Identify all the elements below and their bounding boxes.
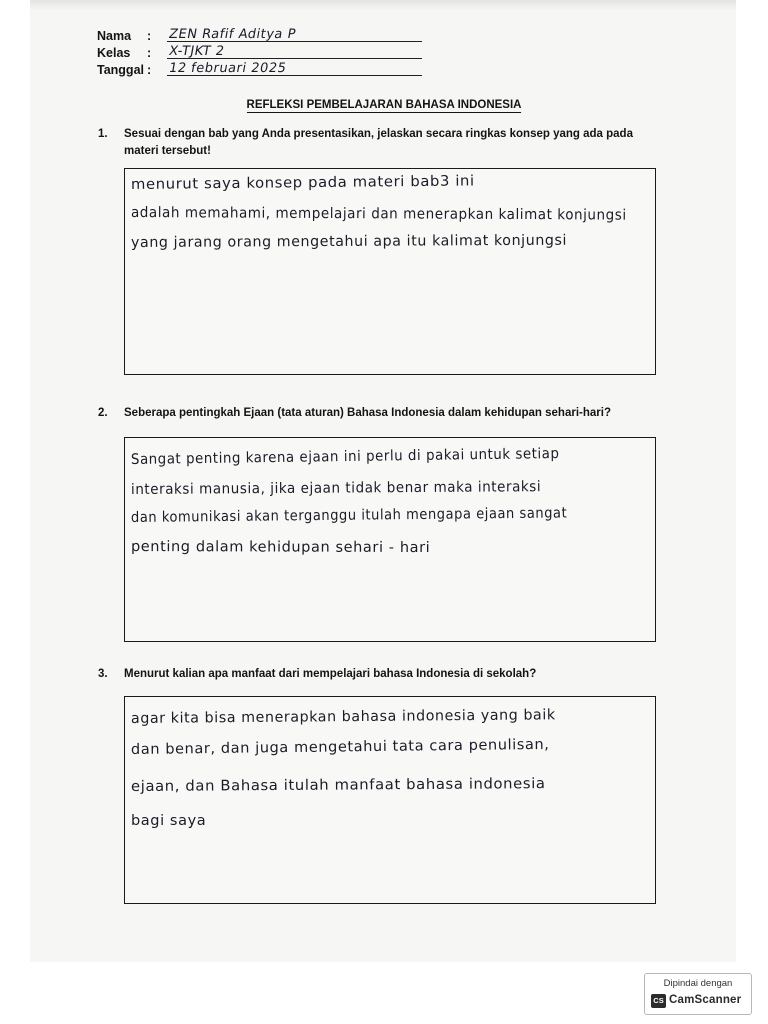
page-title-text: REFLEKSI PEMBELAJARAN BAHASA INDONESIA (246, 99, 522, 111)
date-label: Tanggal (97, 63, 144, 77)
answer-3-line-4: bagi saya (131, 813, 207, 829)
answer-1-line-1: menurut saya konsep pada materi bab3 ini (130, 173, 475, 193)
class-label: Kelas (97, 46, 131, 60)
name-colon: : (147, 29, 152, 43)
question-2 (98, 405, 658, 422)
answer-box-2 (124, 437, 656, 642)
question-1-number: 1. (98, 128, 108, 140)
name-value: ZEN Rafif Aditya P (167, 27, 298, 42)
question-3 (98, 666, 658, 683)
answer-3-line-3: ejaan, dan Bahasa itulah manfaat bahasa indonesia (130, 776, 546, 795)
answer-1-line-3: yang jarang orang mengetahui apa itu kalimat konjungsi (130, 232, 568, 251)
answer-2-line-4: penting dalam kehidupan sehari - hari (130, 539, 431, 557)
camscanner-watermark (644, 973, 752, 1015)
answer-box-3 (124, 696, 656, 904)
question-3-number: 3. (98, 668, 108, 680)
class-value: X-TJKT 2 (167, 44, 226, 59)
date-colon: : (147, 63, 152, 77)
scan-edge-shadow (30, 0, 736, 10)
class-row (97, 44, 226, 62)
date-row (97, 61, 288, 79)
name-label: Nama (97, 29, 132, 43)
answer-3-line-2: dan benar, dan juga mengetahui tata cara penulisan, (130, 736, 550, 758)
name-row (97, 27, 298, 45)
class-colon: : (147, 46, 152, 60)
answer-2-line-3: dan komunikasi akan terganggu itulah mengapa ejaan sangat (130, 505, 568, 526)
question-3-text: Menurut kalian apa manfaat dari mempelajari bahasa Indonesia di sekolah? (124, 668, 537, 680)
camscanner-caption: Dipindai dengan (663, 978, 733, 989)
camscanner-brand: CamScanner (669, 994, 742, 1006)
answer-3-line-1: agar kita bisa menerapkan bahasa indonesia yang baik (130, 707, 556, 727)
camscanner-logo-icon: CS (651, 994, 666, 1008)
page-title (0, 99, 768, 111)
answer-1-line-2: adalah memahami, mempelajari dan menerapkan kalimat konjungsi (130, 205, 627, 224)
identity-block (97, 27, 298, 79)
question-2-text: Seberapa pentingkah Ejaan (tata aturan) Bahasa Indonesia dalam kehidupan sehari-hari? (124, 407, 611, 419)
answer-box-1 (124, 168, 656, 375)
question-2-number: 2. (98, 407, 108, 419)
question-1-text: Sesuai dengan bab yang Anda presentasikan, jelaskan secara ringkas konsep yang ada pada materi tersebut! (124, 128, 633, 157)
answer-2-line-2: interaksi manusia, jika ejaan tidak benar maka interaksi (130, 479, 542, 498)
date-value: 12 februari 2025 (167, 61, 288, 76)
answer-2-line-1: Sangat penting karena ejaan ini perlu di pakai untuk setiap (130, 446, 560, 468)
question-1 (98, 126, 658, 160)
